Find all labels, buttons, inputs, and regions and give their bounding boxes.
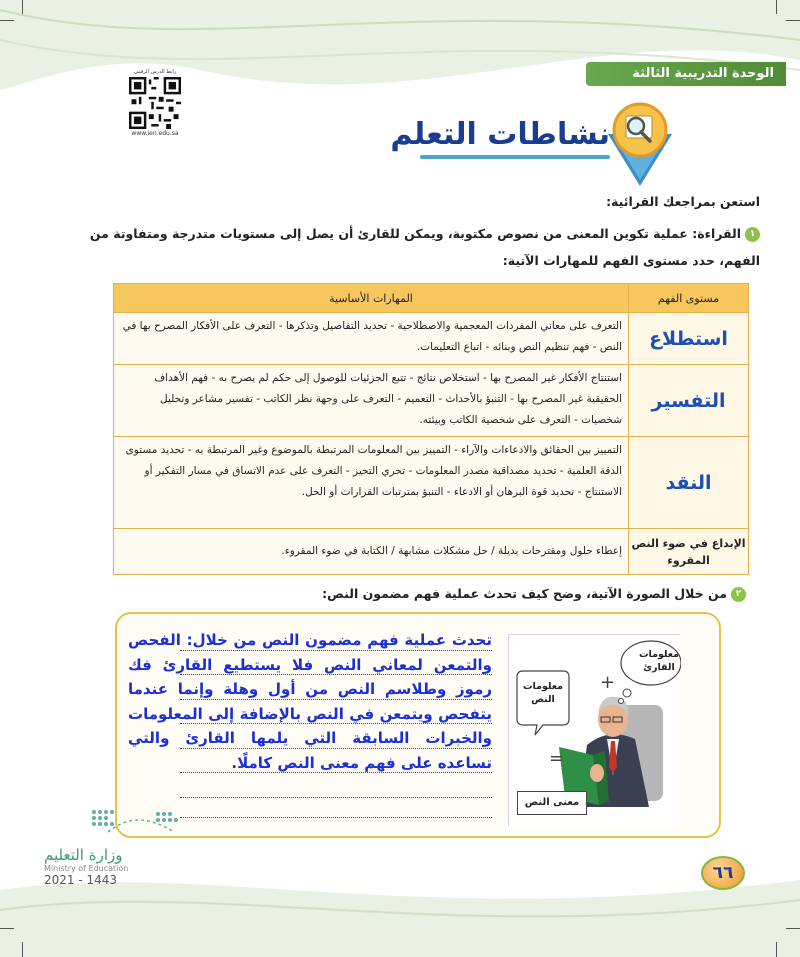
academic-year: 2021 - 1443 <box>44 873 118 887</box>
crop-mark <box>0 20 14 21</box>
section-title: نشاطات التعلم <box>390 117 610 152</box>
magnifier-book-icon <box>600 96 680 188</box>
level-cell: الإبداع في ضوء النص المقروء <box>629 529 749 575</box>
instructions-text: استعن بمراجعك القرائية: <box>606 194 760 209</box>
crop-mark <box>776 0 777 14</box>
text-info-bubble: معلومات النص <box>522 681 564 705</box>
ministry-name-arabic: وزارة التعليم <box>44 846 123 864</box>
qr-code-icon[interactable] <box>129 77 181 129</box>
question-number-badge: ١ <box>745 227 760 242</box>
table-row <box>114 313 749 365</box>
answer-line <box>180 797 492 798</box>
qr-url: www.ien.edu.sa <box>131 130 179 137</box>
table-row <box>114 529 749 575</box>
section-heading <box>390 113 610 163</box>
ministry-logo-icon <box>88 806 184 840</box>
crop-mark <box>22 0 23 14</box>
question-2-text: من خلال الصورة الآتية، وضح كيف تحدث عملية فهم مضمون النص: <box>322 586 727 601</box>
crop-mark <box>22 942 23 957</box>
question-number-badge: ٢ <box>731 587 746 602</box>
table-row <box>114 365 749 437</box>
level-cell: النقد <box>629 437 749 529</box>
text-meaning-box: معنى النص <box>517 791 587 815</box>
question-2 <box>56 586 746 602</box>
handwritten-answer[interactable]: تحدث عملية فهم مضمون النص من خلال: الفحص والتمعن لمعاني النص فلا يستطيع القارئ فك رموز وطلاسم النص من أول وهلة وإنما عندما يتفحص ويتمعن في النص بالإضافة إلى المعلومات والخبرات السابقة التي يلمها القارئ والتي تساعده على فهم معنى النص كاملًا. <box>128 631 492 772</box>
section-title-underline <box>420 155 610 159</box>
plus-sign: + <box>600 672 616 693</box>
qr-code-block[interactable] <box>126 68 184 150</box>
crop-mark <box>786 928 800 929</box>
equals-sign: = <box>549 748 565 769</box>
table-header-row <box>114 284 749 313</box>
skills-cell: التمييز بين الحقائق والادعاءات والآراء - التمييز بين المعلومات المرتبطة بالموضوع وغير المرتبطة به - تحديد مستوى الدقة العلمية - تحديد مصداقية مصدر المعلومات - تحري التحيز - التعرف على عدم الاتساق في مسار التفكير أو الاستنتاج - تحديد قوة البرهان أو الادعاء - التنبؤ بمترتبات القرارات أو الحل. <box>114 437 629 529</box>
qr-caption: رابط الدرس الرقمي <box>133 69 177 75</box>
comprehension-skills-table <box>113 283 749 575</box>
column-header-skills: المهارات الأساسية <box>114 284 629 313</box>
ministry-name-english: Ministry of Education <box>44 864 129 873</box>
unit-banner: الوحدة التدريبية الثالثة <box>586 62 786 86</box>
page-number: ٦٦ <box>701 856 745 890</box>
skills-cell: التعرف على معاني المفردات المعجمية والاصطلاحية - تحديد التفاصيل وتذكرها - التعرف على الأفكار المصرح بها في النص - فهم تنظيم النص وبنائه - اتباع التعليمات. <box>114 313 629 365</box>
question-1 <box>60 220 760 274</box>
answer-line <box>180 817 492 818</box>
reader-info-bubble: معلومات القارئ <box>638 649 680 673</box>
column-header-level: مستوى الفهم <box>629 284 749 313</box>
ministry-branding <box>44 846 184 887</box>
crop-mark <box>0 928 14 929</box>
top-wave-decoration <box>0 0 800 190</box>
skills-cell: استنتاج الأفكار غير المصرح بها - استخلاص نتائج - تتبع الجزئيات للوصول إلى حكم لم يصرح به - فهم الأهداف الحقيقية غير المصرح بها - التنبؤ بالأحداث - التعميم - التعرف على وجهة نظر الكاتب - تفسير مشاعر وتحليل شخصيات - التعرف على شخصية الكاتب وبيئته. <box>114 365 629 437</box>
level-cell: التفسير <box>629 365 749 437</box>
skills-cell: إعطاء حلول ومقترحات بديلة / حل مشكلات مشابهة / الكتابة في ضوء المقروء. <box>114 529 629 575</box>
crop-mark <box>786 20 800 21</box>
question-1-text: القراءة: عملية تكوين المعنى من نصوص مكتوبة، ويمكن للقارئ أن يصل إلى مستويات متدرجة ومتفاوتة من الفهم، حدد مستوى الفهم للمهارات الآتية: <box>89 226 760 268</box>
crop-mark <box>776 942 777 957</box>
table-row <box>114 437 749 529</box>
level-cell: استطلاع <box>629 313 749 365</box>
